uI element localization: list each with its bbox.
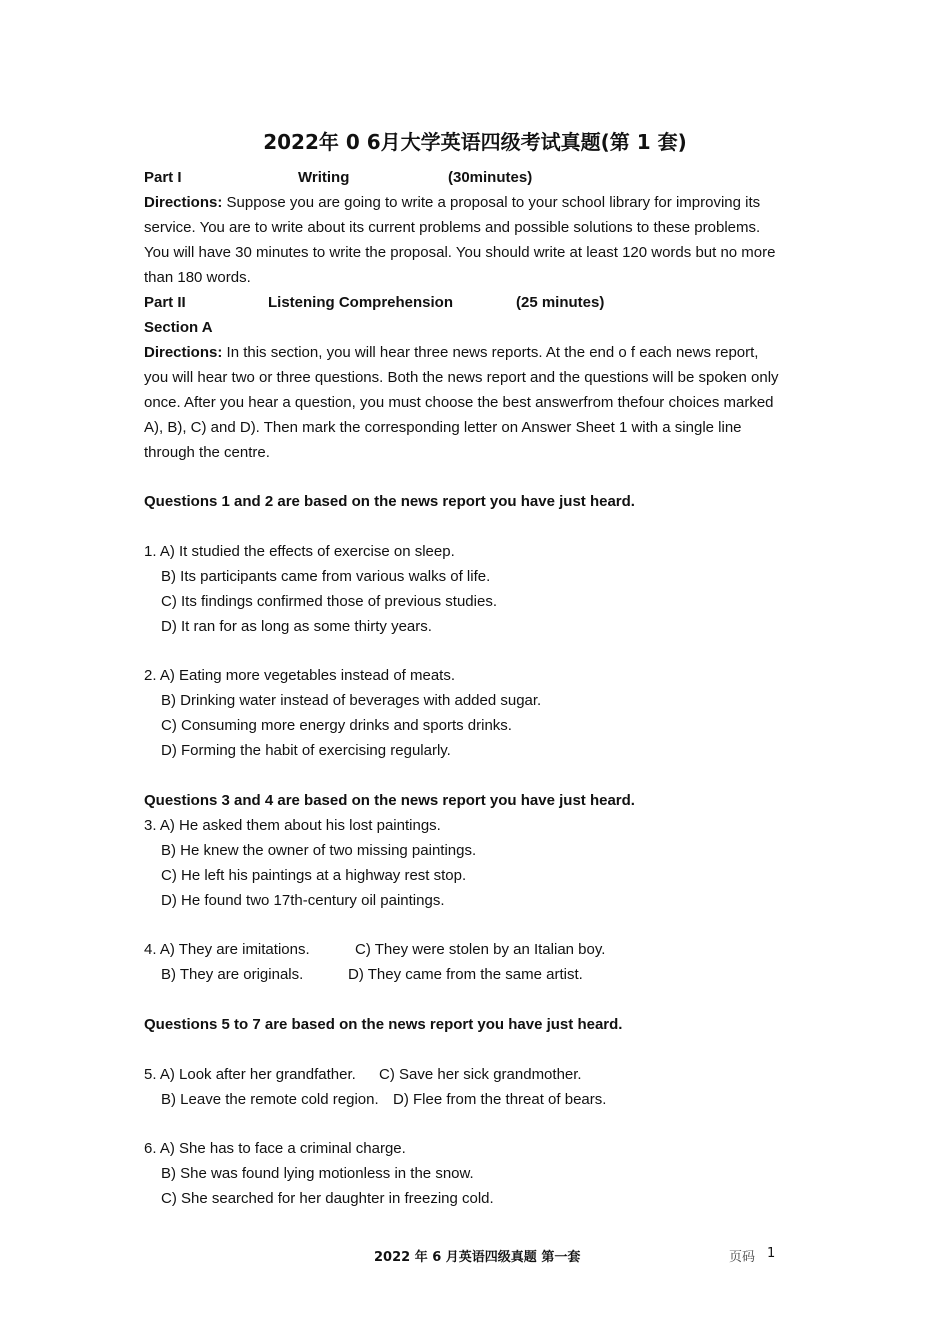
question-1-option: C) Its findings confirmed those of previous studies. xyxy=(161,593,497,610)
directions-label: Directions: xyxy=(144,344,223,361)
part-1-label: Part I xyxy=(144,169,182,186)
question-4-option: D) They came from the same artist. xyxy=(348,966,583,983)
question-2-option: 2. A) Eating more vegetables instead of meats. xyxy=(144,667,456,684)
listening-directions-line: you will hear two or three questions. Both the news report and the questions will be spoken only xyxy=(144,369,779,386)
question-4-option: 4. A) They are imitations. xyxy=(144,941,310,958)
question-1-option: D) It ran for as long as some thirty years. xyxy=(161,618,432,635)
section-a-heading: Section A xyxy=(144,319,213,336)
part-2-label: Part II xyxy=(144,294,186,311)
question-group-heading: Questions 1 and 2 are based on the news report you have just heard. xyxy=(144,493,635,510)
question-4-option: B) They are originals. xyxy=(161,966,304,983)
part-1-name: Writing xyxy=(298,169,350,186)
listening-directions-line: through the centre. xyxy=(144,444,270,461)
question-3-option: 3. A) He asked them about his lost paintings. xyxy=(144,817,441,834)
writing-directions-line: You will have 30 minutes to write the proposal. You should write at least 120 words but no more xyxy=(144,244,776,261)
directions-label: Directions: xyxy=(144,194,223,211)
writing-directions-line: than 180 words. xyxy=(144,269,251,286)
page-number: 1 xyxy=(767,1246,776,1261)
question-6-option: 6. A) She has to face a criminal charge. xyxy=(144,1140,406,1157)
question-5-option: 5. A) Look after her grandfather. xyxy=(144,1066,356,1083)
question-group-heading: Questions 5 to 7 are based on the news report you have just heard. xyxy=(144,1016,623,1033)
part-2-time: (25 minutes) xyxy=(516,294,605,311)
question-group-heading: Questions 3 and 4 are based on the news report you have just heard. xyxy=(144,792,635,809)
listening-directions-line: once. After you hear a question, you must choose the best answerfrom thefour choices marked xyxy=(144,394,774,411)
question-5-option: B) Leave the remote cold region. xyxy=(161,1091,379,1108)
question-1-option: B) Its participants came from various walks of life. xyxy=(161,568,491,585)
question-1-option: 1. A) It studied the effects of exercise on sleep. xyxy=(144,543,455,560)
question-3-option: C) He left his paintings at a highway rest stop. xyxy=(161,867,467,884)
listening-directions-line: A), B), C) and D). Then mark the corresponding letter on Answer Sheet 1 with a single line xyxy=(144,419,742,436)
question-4-option: C) They were stolen by an Italian boy. xyxy=(355,941,606,958)
question-5-option: C) Save her sick grandmother. xyxy=(379,1066,582,1083)
listening-directions-line: Directions: In this section, you will hear three news reports. At the end o f each news report, xyxy=(144,344,759,361)
question-5-option: D) Flee from the threat of bears. xyxy=(393,1091,607,1108)
question-6-option: C) She searched for her daughter in freezing cold. xyxy=(161,1190,494,1207)
question-3-option: B) He knew the owner of two missing paintings. xyxy=(161,842,477,859)
part-1-time: (30minutes) xyxy=(448,169,533,186)
writing-directions-line: Directions: Suppose you are going to write a proposal to your school library for improving its xyxy=(144,194,761,211)
question-2-option: B) Drinking water instead of beverages with added sugar. xyxy=(161,692,542,709)
page-number-label: 页码 xyxy=(729,1250,756,1265)
question-2-option: C) Consuming more energy drinks and sports drinks. xyxy=(161,717,512,734)
question-6-option: B) She was found lying motionless in the snow. xyxy=(161,1165,474,1182)
writing-directions-line: service. You are to write about its current problems and possible solutions to these problems. xyxy=(144,219,761,236)
part-2-name: Listening Comprehension xyxy=(268,294,454,311)
question-3-option: D) He found two 17th-century oil paintings. xyxy=(161,892,445,909)
question-2-option: D) Forming the habit of exercising regularly. xyxy=(161,742,451,759)
page-title: 2022年 0 6月大学英语四级考试真题(第 1 套) xyxy=(263,130,687,154)
footer-title: 2022 年 6 月英语四级真题 第一套 xyxy=(374,1250,581,1265)
